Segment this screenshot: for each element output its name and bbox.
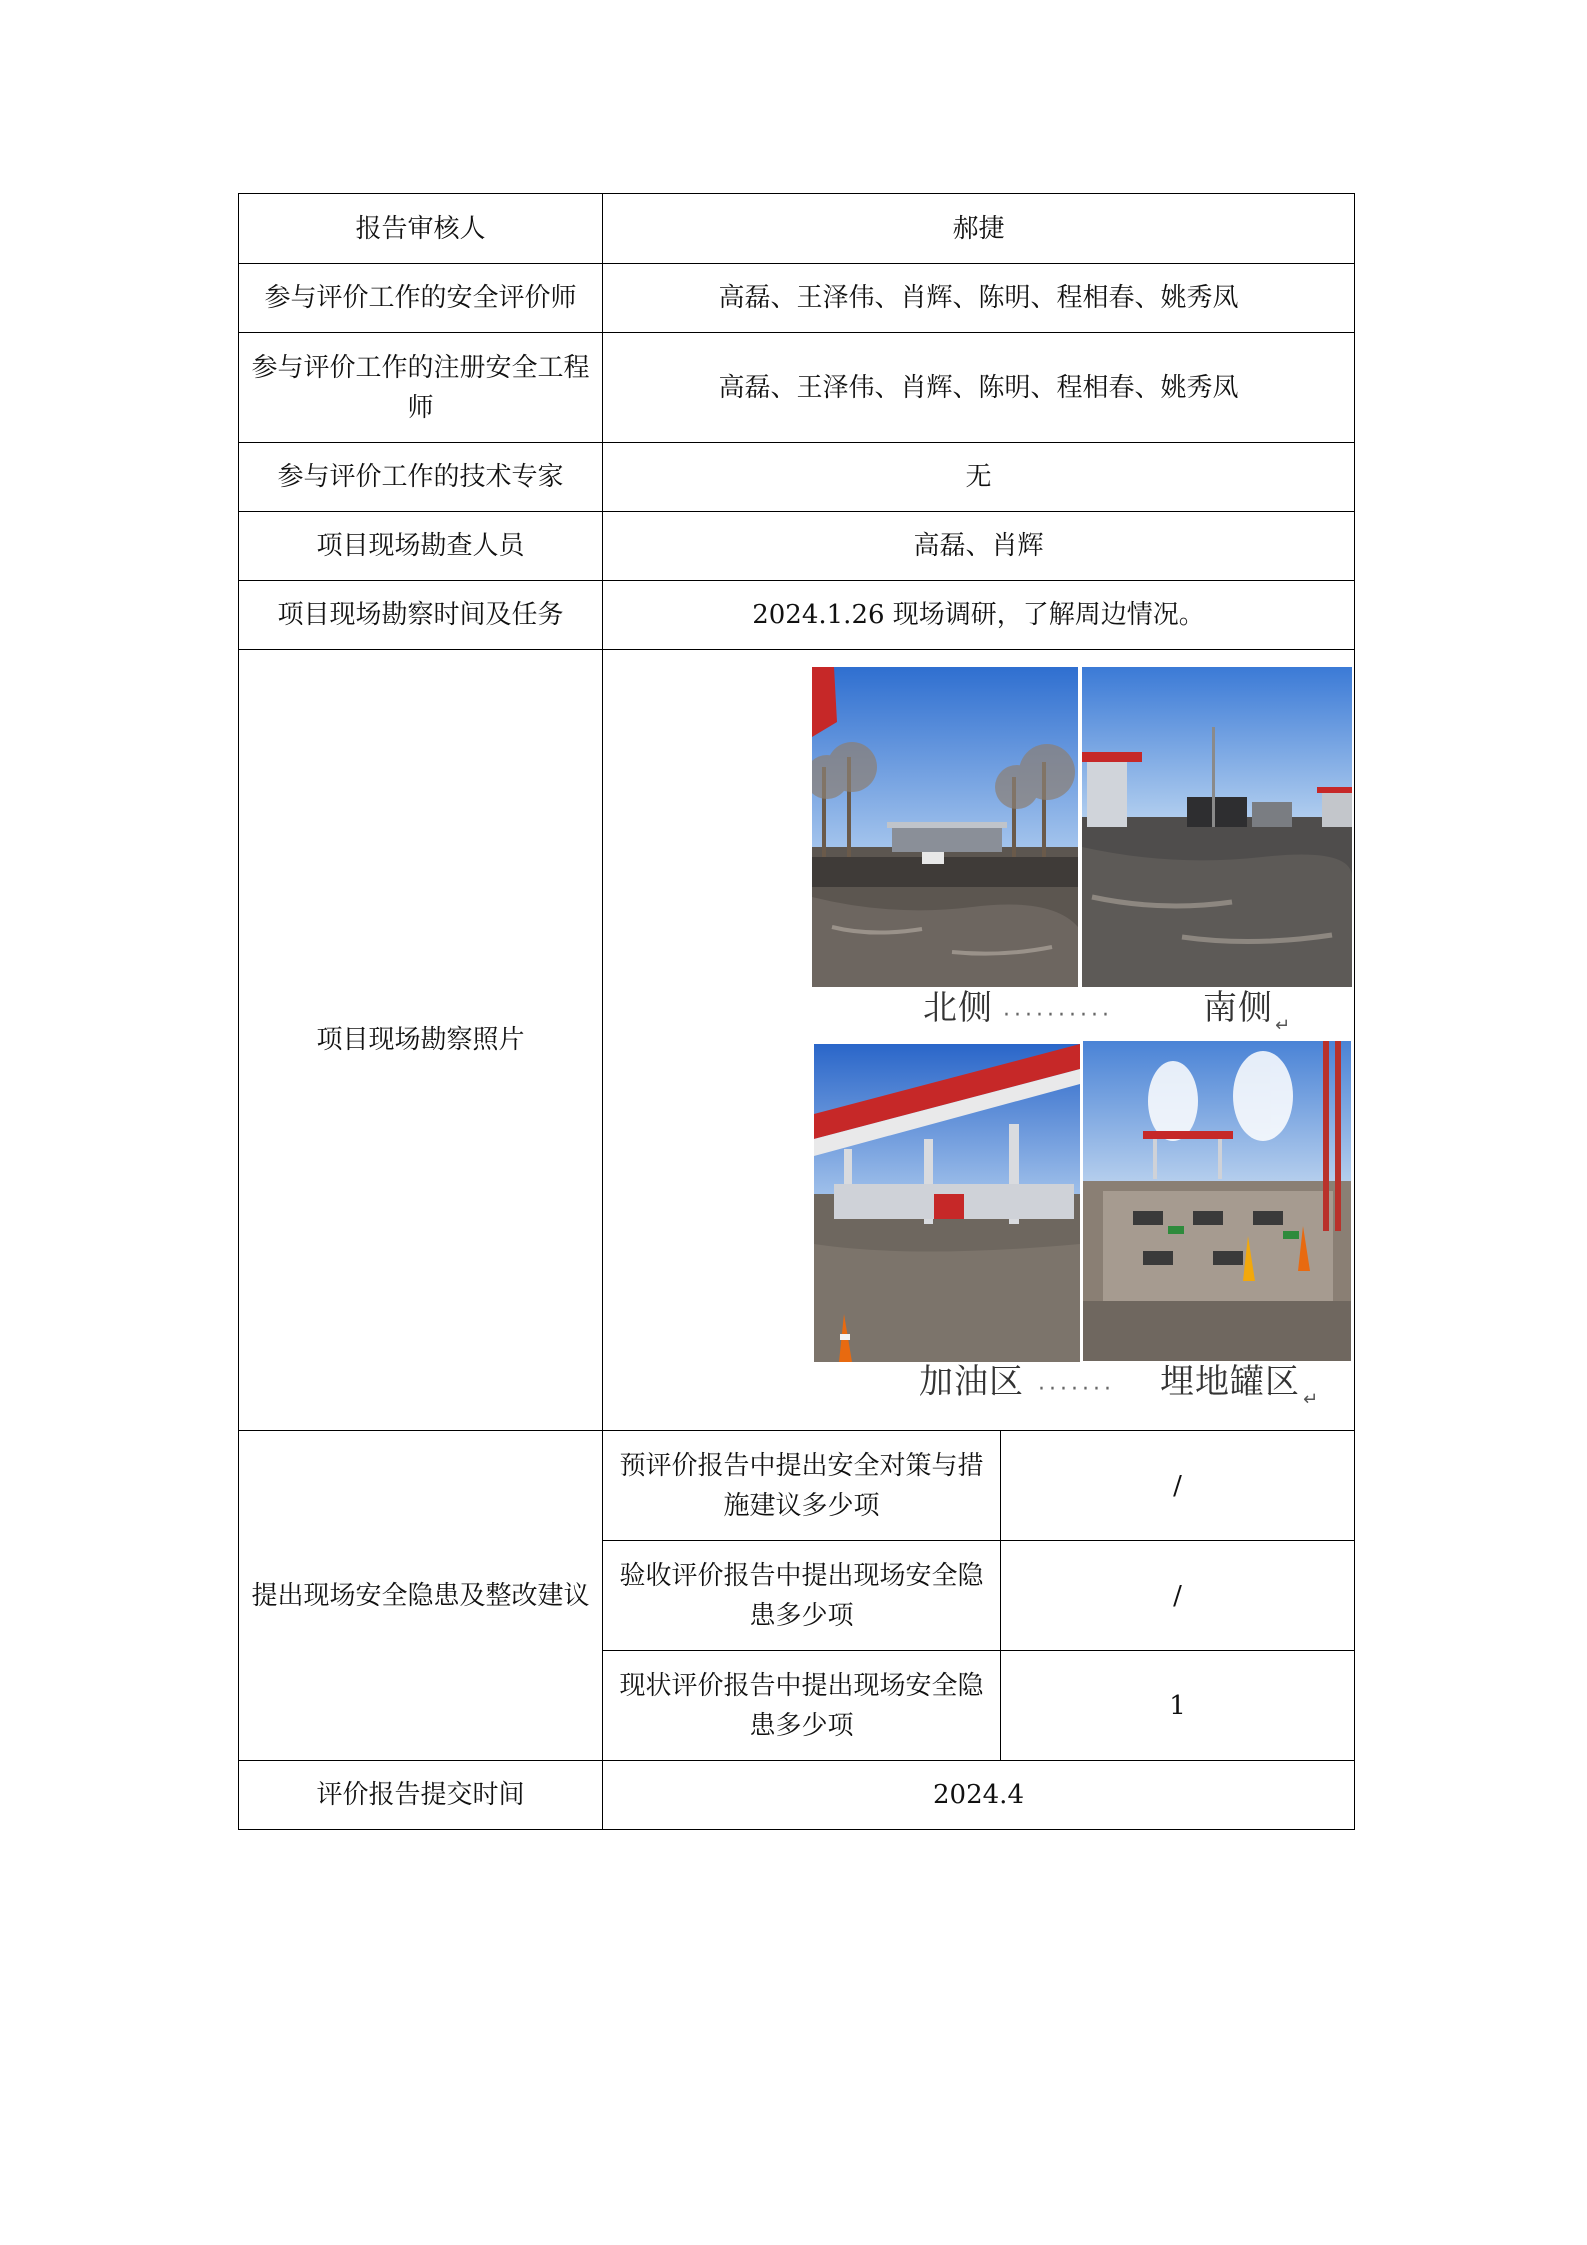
hazard-question-2: 验收评价报告中提出现场安全隐患多少项 [603, 1541, 1001, 1651]
tech-experts-value: 无 [603, 443, 1355, 512]
hazards-label: 提出现场安全隐患及整改建议 [239, 1431, 603, 1761]
reviewer-value: 郝捷 [603, 194, 1355, 264]
row-reviewer [239, 194, 1355, 264]
row-survey-time-task [239, 581, 1355, 650]
row-submit-time [239, 1761, 1355, 1830]
caption-dots: ·········· [1003, 1003, 1113, 1028]
hazard-answer-3: 1 [1001, 1651, 1355, 1761]
photo-buried-tank-area [1083, 1041, 1351, 1361]
reviewer-label: 报告审核人 [239, 194, 603, 264]
caption-dots-2: ······· [1038, 1377, 1115, 1402]
hazard-answer-2: / [1001, 1541, 1355, 1651]
caption-buried-tank-area: 埋地罐区 [1160, 1362, 1300, 1402]
hazard-question-1: 预评价报告中提出安全对策与措施建议多少项 [603, 1431, 1001, 1541]
safety-assessors-label: 参与评价工作的安全评价师 [239, 264, 603, 333]
row-safety-assessors [239, 264, 1355, 333]
row-survey-photos [239, 650, 1355, 1431]
site-survey-staff-label: 项目现场勘查人员 [239, 512, 603, 581]
photo-south [1082, 667, 1352, 987]
survey-photos-cell [603, 650, 1355, 1431]
caption-south: 南侧 [1203, 988, 1273, 1028]
caption-fueling-area: 加油区 [919, 1362, 1024, 1402]
photo-north [812, 667, 1078, 987]
return-mark-icon: ↵ [1303, 1389, 1320, 1410]
report-table [238, 193, 1355, 1830]
row-site-survey-staff [239, 512, 1355, 581]
hazard-answer-1: / [1001, 1431, 1355, 1541]
row-tech-experts [239, 443, 1355, 512]
submit-time-value: 2024.4 [603, 1761, 1355, 1830]
hazard-question-3: 现状评价报告中提出现场安全隐患多少项 [603, 1651, 1001, 1761]
survey-photos-label: 项目现场勘察照片 [239, 650, 603, 1431]
survey-time-task-label: 项目现场勘察时间及任务 [239, 581, 603, 650]
survey-time-task-value: 2024.1.26 现场调研，了解周边情况。 [603, 581, 1355, 650]
row-registered-engineers [239, 333, 1355, 443]
photo-fueling-area [814, 1044, 1080, 1362]
tech-experts-label: 参与评价工作的技术专家 [239, 443, 603, 512]
registered-engineers-value: 高磊、王泽伟、肖辉、陈明、程相春、姚秀凤 [603, 333, 1355, 443]
registered-engineers-label: 参与评价工作的注册安全工程师 [239, 333, 603, 443]
caption-north: 北侧 [923, 988, 993, 1028]
site-survey-staff-value: 高磊、肖辉 [603, 512, 1355, 581]
safety-assessors-value: 高磊、王泽伟、肖辉、陈明、程相春、姚秀凤 [603, 264, 1355, 333]
photo-collage [603, 650, 1351, 1430]
row-hazard-1 [239, 1431, 1355, 1541]
return-mark-icon: ↵ [1275, 1015, 1292, 1036]
submit-time-label: 评价报告提交时间 [239, 1761, 603, 1830]
